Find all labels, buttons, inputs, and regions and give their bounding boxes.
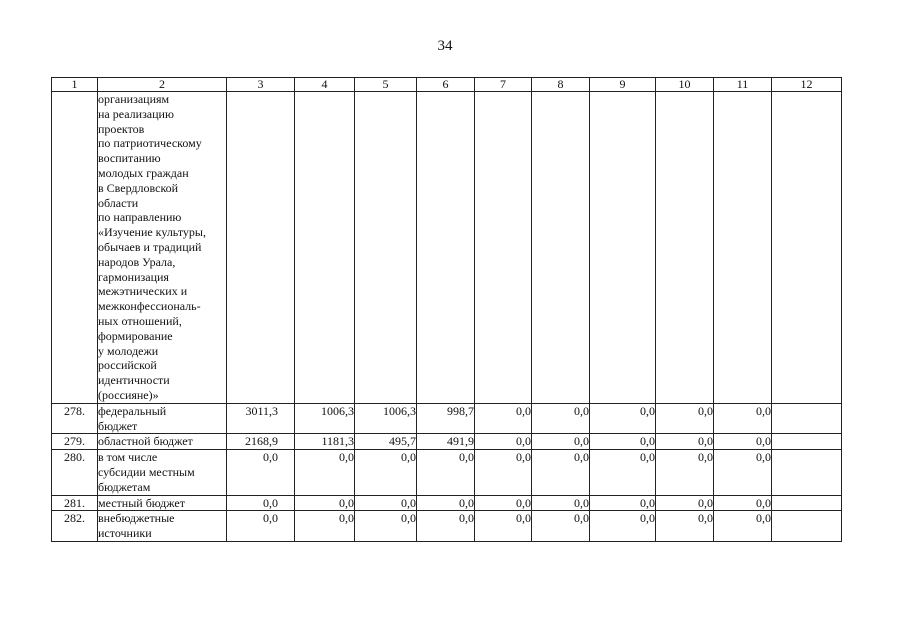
- header-cell-6: 6: [417, 78, 475, 92]
- value-cell: 0,0: [590, 495, 656, 511]
- empty-cell: [295, 92, 355, 404]
- empty-cell: [590, 92, 656, 404]
- row-number: 279.: [52, 434, 98, 450]
- empty-cell: [417, 92, 475, 404]
- empty-cell: [656, 92, 714, 404]
- value-cell: 0,0: [656, 403, 714, 434]
- value-cell: 0,0: [656, 434, 714, 450]
- value-cell: 0,0: [295, 495, 355, 511]
- value-cell: 0,0: [590, 511, 656, 542]
- empty-cell: [772, 92, 842, 404]
- value-cell: [772, 450, 842, 495]
- value-cell: 1181,3: [295, 434, 355, 450]
- row-label: федеральный бюджет: [98, 403, 227, 434]
- value-cell: 3011,3: [227, 403, 295, 434]
- empty-cell: [475, 92, 532, 404]
- value-cell: 0,0: [417, 450, 475, 495]
- empty-cell: [355, 92, 417, 404]
- value-cell: 0,0: [714, 434, 772, 450]
- value-cell: 0,0: [532, 495, 590, 511]
- value-cell: 0,0: [295, 450, 355, 495]
- header-cell-12: 12: [772, 78, 842, 92]
- row-number: 282.: [52, 511, 98, 542]
- value-cell: 0,0: [532, 450, 590, 495]
- header-row: [52, 78, 842, 92]
- value-cell: 0,0: [475, 511, 532, 542]
- value-cell: 0,0: [227, 511, 295, 542]
- row-label: местный бюджет: [98, 495, 227, 511]
- value-cell: 0,0: [714, 495, 772, 511]
- header-cell-7: 7: [475, 78, 532, 92]
- value-cell: 998,7: [417, 403, 475, 434]
- value-cell: [772, 511, 842, 542]
- table-row: [52, 511, 842, 542]
- empty-cell: [532, 92, 590, 404]
- value-cell: 0,0: [475, 450, 532, 495]
- empty-cell: [714, 92, 772, 404]
- value-cell: 0,0: [227, 495, 295, 511]
- table-row: [52, 403, 842, 434]
- value-cell: [772, 495, 842, 511]
- value-cell: 0,0: [475, 434, 532, 450]
- value-cell: 2168,9: [227, 434, 295, 450]
- row-label: в том числе субсидии местным бюджетам: [98, 450, 227, 495]
- value-cell: 0,0: [532, 403, 590, 434]
- value-cell: [772, 434, 842, 450]
- value-cell: 0,0: [475, 495, 532, 511]
- header-cell-3: 3: [227, 78, 295, 92]
- continuation-row: [52, 92, 842, 404]
- value-cell: 0,0: [714, 511, 772, 542]
- row-number: 278.: [52, 403, 98, 434]
- value-cell: 0,0: [714, 450, 772, 495]
- value-cell: 0,0: [656, 495, 714, 511]
- header-cell-10: 10: [656, 78, 714, 92]
- value-cell: 0,0: [590, 434, 656, 450]
- value-cell: 0,0: [417, 511, 475, 542]
- continuation-num-cell: [52, 92, 98, 404]
- row-label: областной бюджет: [98, 434, 227, 450]
- table-row: [52, 495, 842, 511]
- page-number: 34: [437, 38, 453, 54]
- value-cell: 0,0: [590, 403, 656, 434]
- row-number: 281.: [52, 495, 98, 511]
- header-cell-5: 5: [355, 78, 417, 92]
- value-cell: 0,0: [532, 434, 590, 450]
- value-cell: 0,0: [355, 495, 417, 511]
- header-cell-4: 4: [295, 78, 355, 92]
- value-cell: 0,0: [295, 511, 355, 542]
- value-cell: 1006,3: [295, 403, 355, 434]
- header-cell-11: 11: [714, 78, 772, 92]
- table-row: [52, 450, 842, 495]
- value-cell: 0,0: [532, 511, 590, 542]
- header-cell-2: 2: [98, 78, 227, 92]
- value-cell: 0,0: [355, 511, 417, 542]
- table-row: [52, 434, 842, 450]
- header-cell-1: 1: [52, 78, 98, 92]
- empty-cell: [227, 92, 295, 404]
- value-cell: 0,0: [227, 450, 295, 495]
- value-cell: 491,9: [417, 434, 475, 450]
- value-cell: 0,0: [590, 450, 656, 495]
- continuation-description: организациям на реализацию проектов по патриотическому воспитанию молодых граждан в Свердловской области по направлению «Изучение культуры, обычаев и традиций народов Урала, гармонизация межэтнических и межконфессиональ- ных отношений, формирование у молодежи российской идентичности (россияне)»: [98, 92, 227, 404]
- value-cell: [772, 403, 842, 434]
- value-cell: 0,0: [656, 450, 714, 495]
- row-number: 280.: [52, 450, 98, 495]
- budget-table: [51, 77, 842, 542]
- value-cell: 0,0: [475, 403, 532, 434]
- value-cell: 495,7: [355, 434, 417, 450]
- value-cell: 0,0: [714, 403, 772, 434]
- value-cell: 0,0: [417, 495, 475, 511]
- value-cell: 0,0: [355, 450, 417, 495]
- header-cell-9: 9: [590, 78, 656, 92]
- value-cell: 1006,3: [355, 403, 417, 434]
- row-label: внебюджетные источники: [98, 511, 227, 542]
- value-cell: 0,0: [656, 511, 714, 542]
- header-cell-8: 8: [532, 78, 590, 92]
